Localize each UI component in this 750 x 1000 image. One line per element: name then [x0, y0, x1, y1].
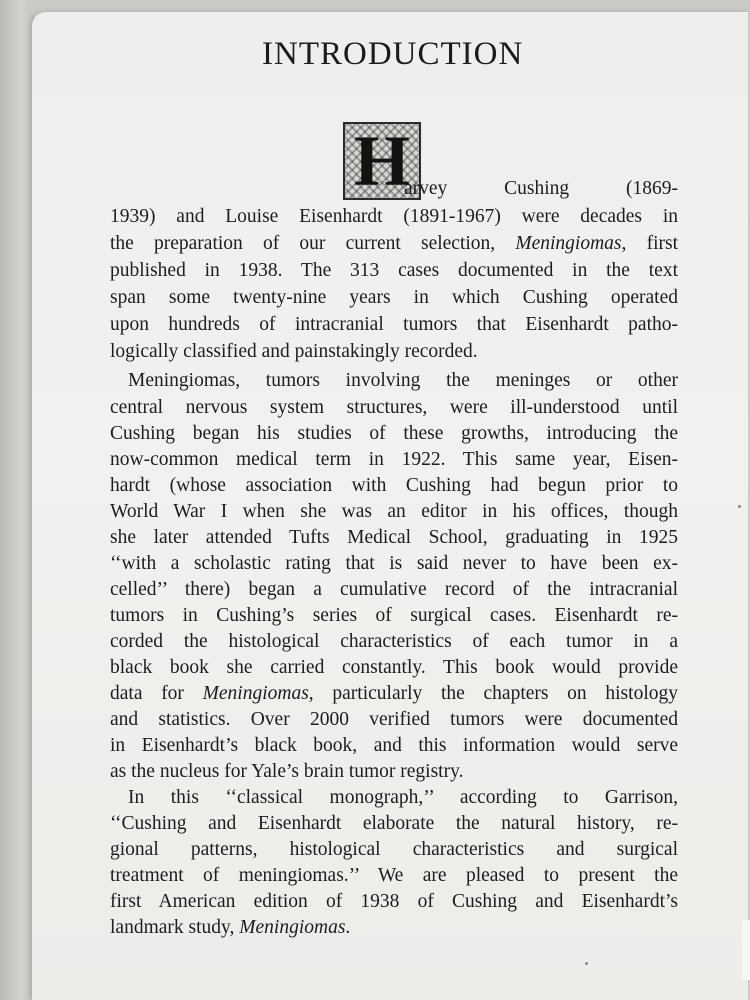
text-line: treatment of meningiomas.’’ We are pleased to present the: [110, 865, 678, 886]
text-fragment: , particularly the chapters on histology: [308, 683, 678, 704]
text-line: span some twenty-nine years in which Cushing operated: [110, 287, 678, 308]
text-line: in Eisenhardt’s black book, and this information would serve: [110, 735, 678, 756]
text-line: 1939) and Louise Eisenhardt (1891-1967) were decades in: [110, 206, 678, 227]
text-line: Meningiomas, tumors involving the meninges or other: [128, 370, 678, 391]
text-line: now-common medical term in 1922. This same year, Eisen-: [110, 449, 678, 470]
text-line: [110, 231, 678, 257]
book-title-italic: Meningiomas: [202, 683, 309, 704]
text-line: tumors in Cushing’s series of surgical cases. Eisenhardt re-: [110, 605, 678, 626]
text-line: upon hundreds of intracranial tumors that Eisenhardt patho-: [110, 314, 678, 335]
text-fragment: , first: [621, 233, 678, 254]
text-line: hardt (whose association with Cushing had begun prior to: [110, 475, 678, 496]
book-title-italic: Meningiomas: [515, 233, 622, 254]
page-edge-tab: [742, 920, 750, 980]
text-line: In this ‘‘classical monograph,’’ according to Garrison,: [128, 787, 678, 808]
text-line: as the nucleus for Yale’s brain tumor registry.: [110, 761, 464, 782]
text-line: and statistics. Over 2000 verified tumors were documented: [110, 709, 678, 730]
dropcap-letter: H: [353, 121, 410, 201]
text-line: first American edition of 1938 of Cushing and Eisenhardt’s: [110, 891, 678, 912]
text-fragment: .: [345, 917, 351, 938]
text-line: ‘‘Cushing and Eisenhardt elaborate the natural history, re-: [110, 813, 678, 834]
text-fragment: landmark study,: [110, 917, 240, 938]
text-line: logically classified and painstakingly recorded.: [110, 341, 478, 362]
text-fragment: the preparation of our current selection,: [110, 233, 516, 254]
text-line: ‘‘with a scholastic rating that is said never to have been ex-: [110, 553, 678, 574]
text-fragment: data for: [110, 683, 203, 704]
text-line: arvey Cushing (1869-: [404, 178, 678, 199]
book-title-italic: Meningiomas: [239, 917, 346, 938]
text-line: she later attended Tufts Medical School, graduating in 1925: [110, 527, 678, 548]
speck: [585, 962, 588, 965]
text-line: [110, 915, 678, 941]
page-title: INTRODUCTION: [262, 36, 524, 72]
text-line: published in 1938. The 313 cases documented in the text: [110, 260, 678, 281]
text-line: central nervous system structures, were ill-understood until: [110, 397, 678, 418]
speck: [738, 505, 741, 508]
text-line: Cushing began his studies of these growths, introducing the: [110, 423, 678, 444]
text-line: [110, 681, 678, 707]
text-line: World War I when she was an editor in his offices, though: [110, 501, 678, 522]
text-line: corded the histological characteristics of each tumor in a: [110, 631, 678, 652]
text-line: black book she carried constantly. This book would provide: [110, 657, 678, 678]
text-line: celled’’ there) began a cumulative record of the intracranial: [110, 579, 678, 600]
text-line: gional patterns, histological characteristics and surgical: [110, 839, 678, 860]
book-gutter: [0, 0, 34, 1000]
